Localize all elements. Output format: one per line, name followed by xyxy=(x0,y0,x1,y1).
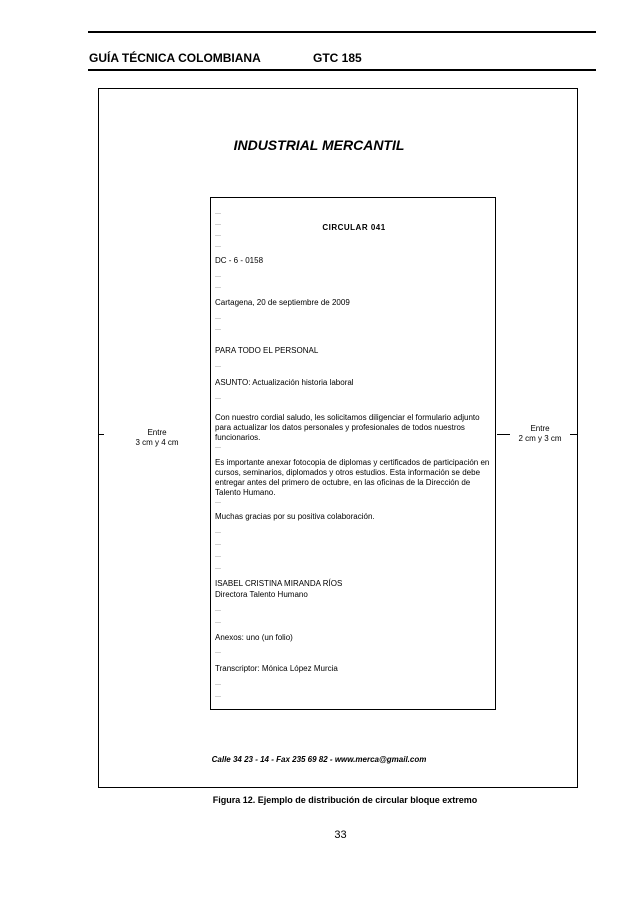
company-letterhead: INDUSTRIAL MERCANTIL xyxy=(233,137,405,153)
header-top-rule xyxy=(88,31,596,33)
document-code: DC - 6 - 0158 xyxy=(215,256,264,265)
left-margin-label-line1: Entre xyxy=(147,428,167,437)
signer-name: ISABEL CRISTINA MIRANDA RÍOS xyxy=(215,579,343,588)
blank-line-marker: — xyxy=(215,285,221,291)
blank-line-marker: — xyxy=(215,327,221,333)
blank-line-marker: — xyxy=(215,554,221,560)
header-title: GUÍA TÉCNICA COLOMBIANA xyxy=(89,51,261,65)
blank-line-marker: — xyxy=(215,274,221,280)
recipient: PARA TODO EL PERSONAL xyxy=(215,346,319,355)
annexes-line: Anexos: uno (un folio) xyxy=(215,633,293,642)
blank-line-marker: — xyxy=(215,530,221,536)
blank-line-marker: — xyxy=(215,650,221,656)
header-code: GTC 185 xyxy=(313,51,362,65)
blank-line-marker: — xyxy=(215,211,221,217)
left-margin-label xyxy=(104,428,210,448)
circular-title: CIRCULAR 041 xyxy=(322,223,386,232)
blank-line-marker: — xyxy=(215,682,221,688)
blank-line-marker: — xyxy=(215,222,221,228)
body-paragraph-2: Es importante anexar fotocopia de diplomas y certificados de participación en cursos, seminarios, diplomados y otros estudios. Esta información se debe entregar antes del primero de octubre, en las oficinas de la Dirección de Talento Humano. xyxy=(215,458,490,497)
blank-line-marker: — xyxy=(215,608,221,614)
transcriber-line: Transcriptor: Mónica López Murcia xyxy=(215,664,338,673)
blank-line-marker: — xyxy=(215,620,221,626)
blank-line-marker: — xyxy=(215,233,221,239)
blank-line-marker: — xyxy=(215,364,221,370)
subject: ASUNTO: Actualización historia laboral xyxy=(215,378,354,387)
figure-caption: Figura 12. Ejemplo de distribución de circular bloque extremo xyxy=(212,795,478,805)
left-margin-label-line2: 3 cm y 4 cm xyxy=(135,438,179,447)
letterhead-footer: Calle 34 23 - 14 - Fax 235 69 82 - www.merca@gmail.com xyxy=(211,755,427,764)
body-paragraph-1: Con nuestro cordial saludo, les solicitamos diligenciar el formulario adjunto para actualizar los datos personales y profesionales de todos nuestros funcionarios. xyxy=(215,413,480,442)
closing-line: Muchas gracias por su positiva colaboración. xyxy=(215,512,375,521)
blank-line-marker: — xyxy=(215,542,221,548)
blank-line-marker: — xyxy=(215,244,221,250)
place-and-date: Cartagena, 20 de septiembre de 2009 xyxy=(215,298,350,307)
right-margin-label-line1: Entre xyxy=(530,424,550,433)
blank-line-marker: — xyxy=(215,445,221,451)
blank-line-marker: — xyxy=(215,694,221,700)
blank-line-marker: — xyxy=(215,396,221,402)
blank-line-marker: — xyxy=(215,500,221,506)
signer-title: Directora Talento Humano xyxy=(215,590,308,599)
header-bottom-rule xyxy=(88,69,596,71)
page-number: 33 xyxy=(334,829,347,841)
blank-line-marker: — xyxy=(215,566,221,572)
right-margin-label-line2: 2 cm y 3 cm xyxy=(518,434,562,443)
blank-line-marker: — xyxy=(215,316,221,322)
right-margin-label xyxy=(510,424,570,444)
